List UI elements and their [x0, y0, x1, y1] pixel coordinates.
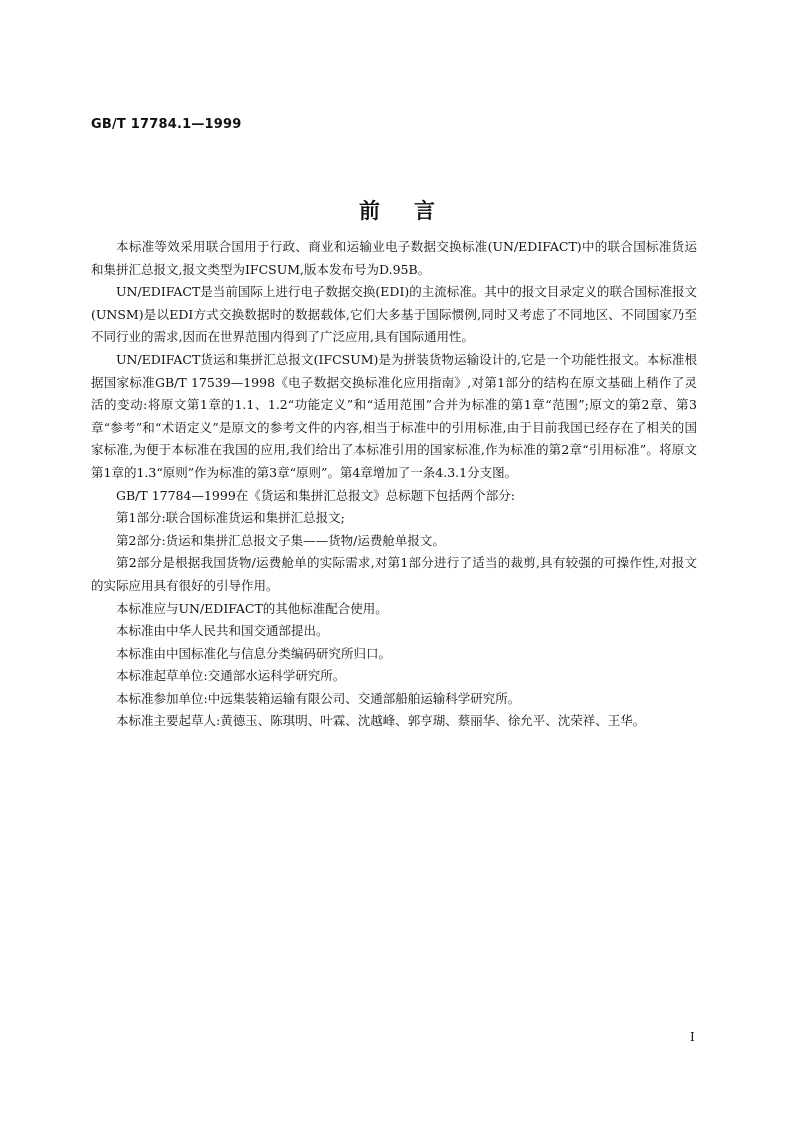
paragraph: 本标准起草单位:交通部水运科学研究所。 — [116, 668, 346, 684]
page-title: 前言 — [359, 199, 469, 223]
paragraph: GB/T 17784—1999在《货运和集拼汇总报文》总标题下包括两个部分: — [116, 487, 515, 503]
paragraph: UN/EDIFACT是当前国际上进行电子数据交换(EDI)的主流标准。其中的报文目录定义的联合国标准报文(UNSM)是以EDI方式交换数据时的数据载体,它们大多基于国际惯例,同时又考虑了不同地区、不同国家乃至不同行业的需求,因而在世界范围内得到了广泛应用,具有国际通用性。 — [91, 284, 697, 345]
paragraph: 本标准由中国标准化与信息分类编码研究所归口。 — [116, 645, 392, 661]
paragraph: UN/EDIFACT货运和集拼汇总报文(IFCSUM)是为拼装货物运输设计的,它是一个功能性报文。本标准根据国家标准GB/T 17539—1998《电子数据交换标准化应用指南》,对第1部分的结构在原文基础上稍作了灵活的变动:将原文第1章的1.1、1.2“功能定义”和“适用范围”合并为标准的第1章“范围”;原文的第2章、第3章“参考”和“术语定义”是原文的参考文件的内容,相当于标准中的引用标准,由于目前我国已经存在了相关的国家标准,为便于本标准在我国的应用,我们给出了本标准引用的国家标准,作为标准的第2章“引用标准”。将原文第1章的1.3“原则”作为标准的第3章“原则”。第4章增加了一条4.3.1分支图。 — [91, 351, 697, 480]
paragraph: 本标准参加单位:中远集装箱运输有限公司、交通部船舶运输科学研究所。 — [116, 690, 521, 706]
foreword-body — [91, 236, 697, 733]
paragraph: 本标准应与UN/EDIFACT的其他标准配合使用。 — [116, 600, 388, 616]
paragraph: 本标准主要起草人:黄德玉、陈琪明、叶霖、沈越峰、郭亨瑚、蔡丽华、徐允平、沈荣祥、王华。 — [116, 713, 646, 729]
paragraph: 第2部分是根据我国货物/运费舱单的实际需求,对第1部分进行了适当的裁剪,具有较强的可操作性,对报文的实际应用具有很好的引导作用。 — [91, 555, 697, 593]
paragraph: 第1部分:联合国标准货运和集拼汇总报文; — [116, 510, 345, 526]
paragraph: 第2部分:货运和集拼汇总报文子集——货物/运费舱单报文。 — [116, 532, 445, 548]
document-code: GB/T 17784.1—1999 — [91, 117, 242, 132]
paragraph: 本标准由中华人民共和国交通部提出。 — [116, 623, 329, 639]
paragraph: 本标准等效采用联合国用于行政、商业和运输业电子数据交换标准(UN/EDIFACT)中的联合国标准货运和集拼汇总报文,报文类型为IFCSUM,版本发布号为D.95B。 — [91, 239, 697, 277]
page-number: I — [690, 1030, 695, 1044]
